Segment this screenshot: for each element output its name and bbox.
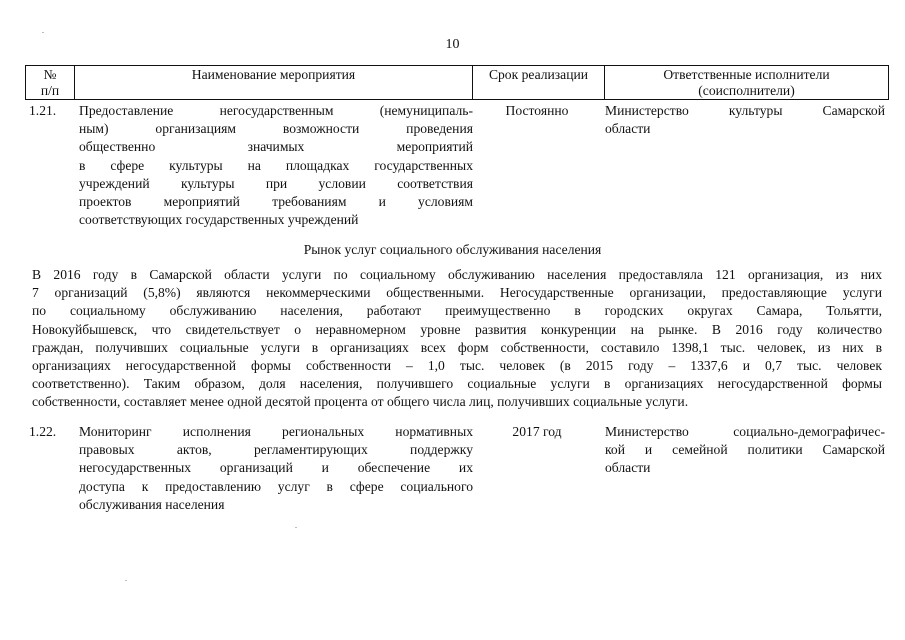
row-number: 1.22. (29, 424, 57, 439)
row-resp-line: области (605, 460, 651, 476)
scan-speck (125, 580, 127, 581)
row-name-line: проектов мероприятий требованиям и условиям (79, 194, 473, 210)
section-paragraph (32, 266, 882, 412)
header-num-cell (26, 66, 75, 100)
paragraph-line: В 2016 году в Самарской области услуги по социальному обслуживанию населения предоставляла 121 организация, из них (32, 267, 882, 282)
row-name-line: ным) организациям возможности проведения (79, 121, 473, 137)
scan-speck (42, 32, 44, 33)
header-name-cell: Наименование мероприятия (75, 66, 473, 100)
row-number: 1.21. (29, 103, 57, 118)
paragraph-line: соответственно). Таким образом, доля населения, получившего социальные услуги в организациях негосударственной формы (32, 376, 882, 392)
row-name-line: соответствующих государственных учреждений (79, 212, 359, 228)
row-resp-line: кой и семейной политики Самарской (605, 442, 885, 458)
header-num-line2: п/п (40, 83, 60, 98)
row-name (79, 102, 473, 229)
header-resp-cell (605, 66, 889, 100)
scan-speck (295, 527, 297, 528)
paragraph-line: 7 организаций (5,8%) являются некоммерческими общественными. Негосударственные организации, предоставляющие услуги (32, 285, 882, 301)
row-name-line: Предоставление негосударственным (немуниципаль- (79, 103, 473, 118)
paragraph-line: организациях негосударственной формы собственности – 1,0 тыс. человек (в 2015 году – 1337,6 и 0,7 тыс. человек (32, 358, 882, 374)
row-name-line: в сфере культуры на площадках государственных (79, 157, 473, 173)
paragraph-line: собственности, составляет менее одной десятой процента от общего числа лиц, получивших социальные услуги. (32, 394, 689, 410)
header-resp-line2: (соисполнители) (698, 83, 795, 98)
header-term-cell: Срок реализации (473, 66, 605, 100)
row-resp-line: Министерство социально-демографичес- (605, 424, 885, 439)
row-name-line: обслуживания населения (79, 496, 225, 512)
row-name (79, 423, 473, 514)
row-name-line: Мониторинг исполнения региональных нормативных (79, 424, 473, 439)
row-name-line: учреждений культуры при условии соответствия (79, 175, 473, 191)
row-responsible (605, 102, 885, 138)
table-header (25, 65, 889, 100)
row-name-line: доступа к предоставлению услуг в сфере социального (79, 478, 473, 494)
row-term: Постоянно (505, 103, 569, 118)
header-resp-line1: Ответственные исполнители (663, 67, 830, 82)
row-name-line: общественно значимых мероприятий (79, 139, 473, 155)
row-resp-line: Министерство культуры Самарской (605, 103, 885, 118)
row-term: 2017 год (512, 424, 562, 439)
paragraph-line: граждан, получивших социальные услуги в организациях всех форм собственности, составило 1398,1 тыс. человек, из них в (32, 339, 882, 355)
row-resp-line: области (605, 121, 651, 137)
row-responsible (605, 423, 885, 478)
header-num-line1: № (43, 67, 57, 82)
paragraph-line: по социальному обслуживанию населения, работают преимущественно в городских округах Самара, Тольятти, (32, 303, 882, 319)
paragraph-line: Новокуйбышевск, что свидетельствует о неравномерном уровне развития конкуренции на рынке. В 2016 году количество (32, 321, 882, 337)
row-name-line: правовых актов, регламентирующих поддержку (79, 442, 473, 458)
page-number: 10 (445, 37, 460, 52)
row-name-line: негосударственных организаций и обеспечение их (79, 460, 473, 476)
section-title: Рынок услуг социального обслуживания населения (303, 242, 602, 257)
